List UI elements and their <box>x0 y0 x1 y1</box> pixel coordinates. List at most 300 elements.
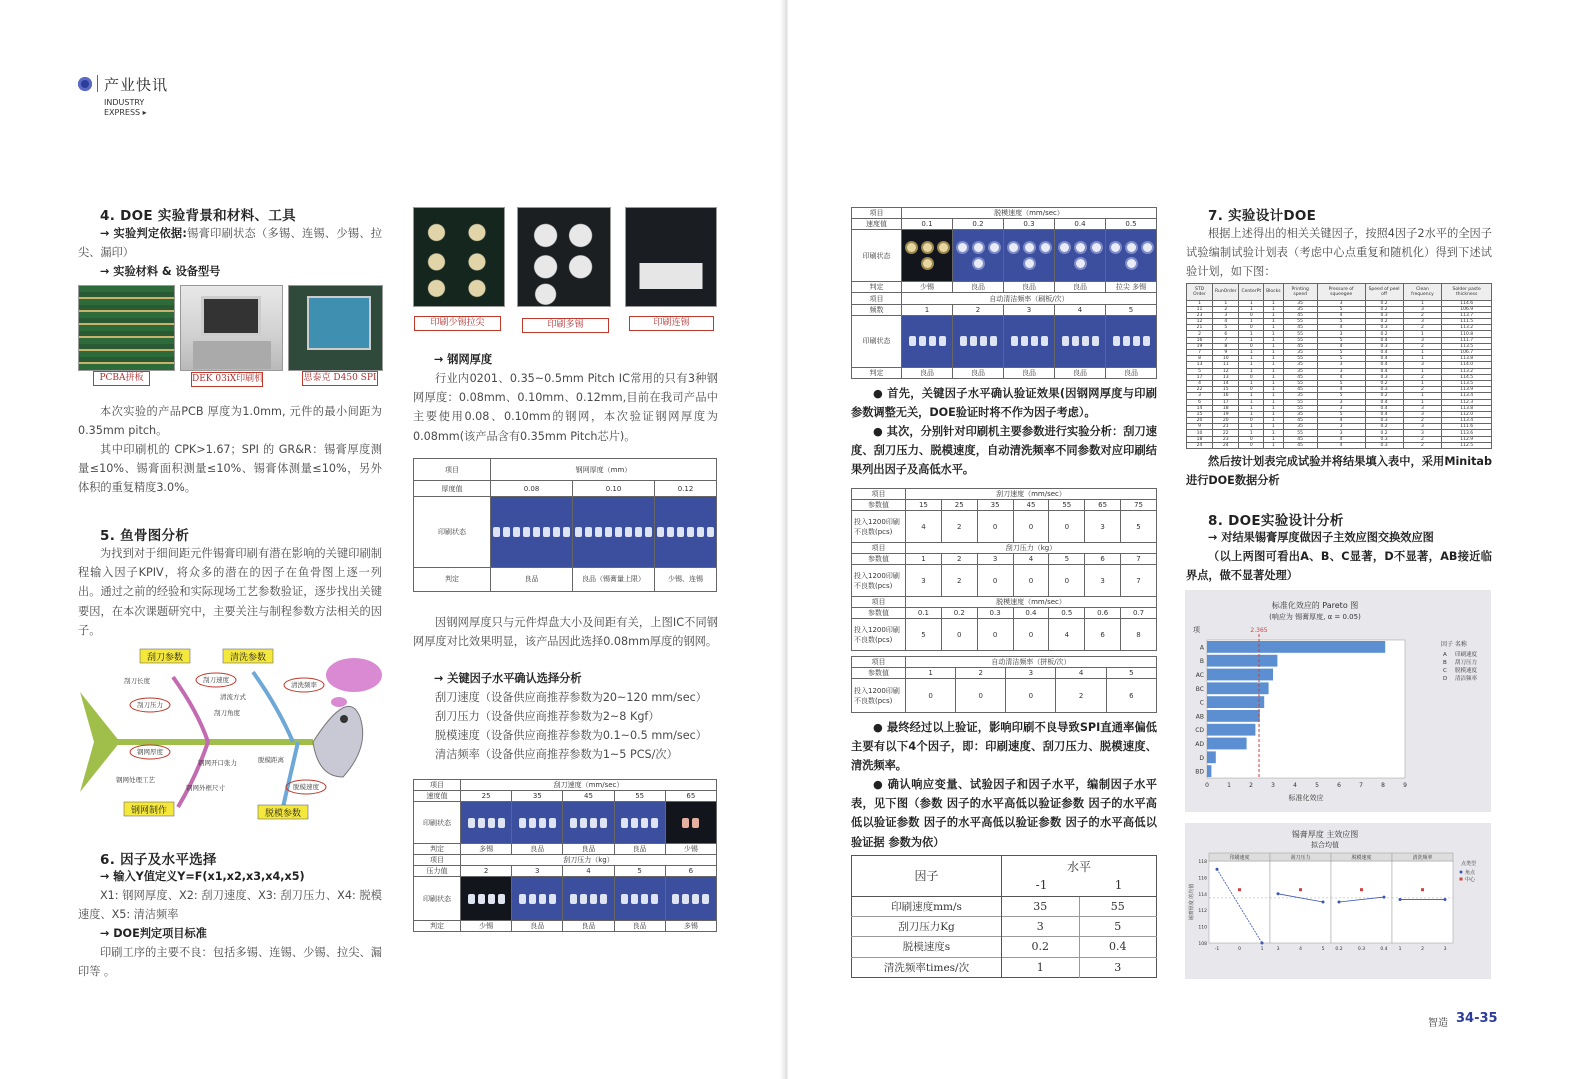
plan-cell: 1 <box>1264 300 1284 306</box>
pareto-bar <box>1207 724 1255 736</box>
plan-cell: 1 <box>1264 436 1284 442</box>
plan-cell: 35 <box>1283 368 1317 374</box>
pareto-category-label: AC <box>1195 672 1204 679</box>
plan-cell: 0.2 <box>1365 380 1403 386</box>
plan-cell: 45 <box>1283 442 1317 448</box>
count-param-label: 参数值 <box>852 500 906 511</box>
keyfactor-line: 刮刀压力（设备供应商推荐参数为2~8 Kgf） <box>435 710 660 723</box>
pareto-subtitle: (响应为 锡膏厚度, α = 0.05) <box>1269 613 1361 621</box>
effects-xtick: -1 <box>1214 947 1220 952</box>
printer-photo <box>180 285 283 371</box>
plan-cell: 2 <box>1403 436 1442 442</box>
plan-cell: 45 <box>1283 343 1317 349</box>
plan-cell: 1 <box>1264 350 1284 356</box>
plan-header: Clean frequency <box>1403 284 1442 301</box>
s6-sub2: → DOE判定项目标准 <box>100 927 207 940</box>
count-value: 5 <box>1121 511 1157 543</box>
svg-text:刮刀长度: 刮刀长度 <box>124 677 150 685</box>
plan-cell: 0.3 <box>1365 442 1403 448</box>
plan-cell: 18 <box>1213 405 1239 411</box>
pareto-xtick: 2 <box>1249 782 1253 789</box>
pareto-category-label: BD <box>1195 768 1204 776</box>
pareto-category-label: A <box>1199 644 1204 652</box>
factor-low: 0.2 <box>1002 937 1080 957</box>
plan-cell: 1 <box>1264 374 1284 380</box>
factor-high: 55 <box>1079 896 1157 916</box>
factor-col-factor: 因子 <box>852 856 1002 897</box>
plan-cell: 10 <box>1213 356 1239 362</box>
pareto-category-label: AD <box>1195 741 1204 748</box>
plan-cell: 113.5 <box>1442 380 1492 386</box>
plan-cell: 14 <box>1187 405 1213 411</box>
plan-cell: 0.2 <box>1365 306 1403 312</box>
pressure-image <box>512 877 563 921</box>
plan-cell: 5 <box>1317 380 1365 386</box>
plan-cell: 1 <box>1213 300 1239 306</box>
stencil-p1: 行业内0201、0.35~0.5mm Pitch IC常用的只有3种钢网厚度：0.08mm、0.10mm、0.12mm,目前在我司产品中主要使用0.08、0.10mm的钢网，本次验证钢网厚度为0.08mm(该产品含有0.35mm Pitch芯片)。 <box>413 372 718 443</box>
plan-cell: 21 <box>1187 325 1213 331</box>
defect-photo-less <box>413 207 505 307</box>
count-row-label: 投入1200印刷不良数(pcs) <box>852 619 906 651</box>
pareto-legend-name: 脱模速度 <box>1455 668 1478 674</box>
plan-cell: 1 <box>1239 405 1264 411</box>
count-value: 5 <box>906 619 942 651</box>
count-param: 0.7 <box>1121 608 1157 619</box>
count-param: 45 <box>1013 500 1049 511</box>
release-image <box>953 230 1004 282</box>
plan-cell: 2 <box>1187 331 1213 337</box>
plan-cell: 13 <box>1213 374 1239 380</box>
count-item-label: 项目 <box>852 543 906 554</box>
pressure-image <box>563 877 614 921</box>
plan-cell: 3 <box>1403 362 1442 368</box>
right-page <box>788 0 1580 1079</box>
effects-ytick: 114 <box>1198 892 1207 898</box>
release-clean-table: 项目 脱模速度（mm/sec） 速度值 0.1 0.2 0.3 0.4 0.5 印刷状态 判定 少锡 良品 良品 良品 拉尖 多锡 项目 自动清洁频率（刷板/次） 频数 1 2 3 4 5 印刷状态 判定 良品 良品 良品 良品 良品 <box>851 207 1157 379</box>
plan-cell: 0.4 <box>1365 411 1403 417</box>
effects-subtitle: 拟合均值 <box>1311 841 1339 849</box>
plan-cell: 1 <box>1264 337 1284 343</box>
plan-cell: 35 <box>1283 393 1317 399</box>
count-item-label: 项目 <box>852 597 906 608</box>
pressure-image <box>461 877 512 921</box>
count-param: 6 <box>1085 554 1121 565</box>
count-param: 2 <box>941 554 977 565</box>
pareto-legend-key: B <box>1443 660 1447 666</box>
count-table <box>851 488 1157 651</box>
plan-cell: 6 <box>1213 331 1239 337</box>
header-title: 产业快讯 <box>104 76 169 94</box>
release-image <box>1106 230 1157 282</box>
plan-cell: 113.2 <box>1442 325 1492 331</box>
factor-col-level: 水平 <box>1066 859 1091 874</box>
svg-text:刮刀速度: 刮刀速度 <box>203 676 229 684</box>
plan-cell: 0.3 <box>1365 418 1403 424</box>
svg-text:清洗频率: 清洗频率 <box>291 681 317 689</box>
plan-cell: 55 <box>1283 337 1317 343</box>
plan-cell: 0.4 <box>1365 399 1403 405</box>
plan-cell: 1 <box>1264 362 1284 368</box>
effects-panel-title: 脱模速度 <box>1351 855 1372 861</box>
factor-high: 0.4 <box>1079 937 1157 957</box>
count-value: 3 <box>1085 565 1121 597</box>
factor-name: 印刷速度mm/s <box>852 896 1002 916</box>
header-subtitle-1: INDUSTRY <box>104 98 145 107</box>
plan-cell: 1 <box>1239 350 1264 356</box>
count-value: 2 <box>941 511 977 543</box>
footer-pages: 34-35 <box>1456 1011 1498 1026</box>
s8-sub1: → 对结果锡膏厚度做因子主效应图交换效应图 <box>1208 531 1434 544</box>
stencil-row-thickness: 厚度值 <box>414 481 491 497</box>
count-param: 1 <box>906 554 942 565</box>
plan-cell: 0.2 <box>1365 300 1403 306</box>
plan-cell: 3 <box>1403 337 1442 343</box>
plan-cell: 0.3 <box>1365 387 1403 393</box>
plan-cell: 1 <box>1239 380 1264 386</box>
plan-cell: 113.2 <box>1442 368 1492 374</box>
plan-cell: 3 <box>1317 424 1365 430</box>
r-text2-p2: ● 确认响应变量、试验因子和因子水平，编制因子水平表，见下图（参数 因子的水平高低以验证参数 因子的水平高低以验证参数 因子的水平高低以验证参数 因子的水平高低以验证据 参数为依） <box>851 778 1157 849</box>
plan-cell: 5 <box>1317 337 1365 343</box>
effects-xtick: 4 <box>1299 947 1302 952</box>
plan-cell: 4 <box>1213 319 1239 325</box>
effects-point <box>1261 942 1264 945</box>
effects-ylabel: 锡膏厚度 的均值 <box>1189 883 1195 921</box>
s5-p1: 为找到对于细间距元件锡膏印刷有潜在影响的关键印刷制程输入因子KPIV，将众多的潜在的因子在鱼骨图上逐一列出。通过之前的经验和实际现场工艺参数验证，逐步找出关键要因，在本次课题研究中，主要关注与制程参数方法相关的因子。 <box>78 547 382 637</box>
plan-cell: 2 <box>1403 442 1442 448</box>
pareto-bar <box>1207 751 1216 763</box>
svg-text:刮刀角度: 刮刀角度 <box>214 709 240 717</box>
plan-cell: 1 <box>1239 337 1264 343</box>
plan-header: RunOrder <box>1213 284 1239 301</box>
effects-title: 锡膏厚度 主效应图 <box>1291 830 1359 839</box>
pareto-category-label: CD <box>1195 727 1204 735</box>
factor-name: 脱模速度s <box>852 937 1002 957</box>
plan-cell: 3 <box>1213 312 1239 318</box>
plan-cell: 4 <box>1317 387 1365 393</box>
pareto-bar <box>1207 696 1264 708</box>
plan-cell: 20 <box>1187 418 1213 424</box>
plan-cell: 113.4 <box>1442 418 1492 424</box>
plan-cell: 1 <box>1264 343 1284 349</box>
stencil-value: 0.08 <box>491 481 573 497</box>
plan-cell: 1 <box>1264 368 1284 374</box>
effects-xtick: 0.2 <box>1335 947 1343 952</box>
effects-xtick: 0 <box>1238 947 1241 952</box>
pressure-image <box>614 877 665 921</box>
plan-cell: 113.6 <box>1442 430 1492 436</box>
plan-cell: 0.3 <box>1365 343 1403 349</box>
effects-center-point <box>1421 888 1424 891</box>
count-param-label: 参数值 <box>852 554 906 565</box>
effects-panel <box>1392 861 1453 943</box>
pareto-category-label: C <box>1199 699 1204 707</box>
plan-cell: 1 <box>1264 442 1284 448</box>
count-value: 4 <box>1049 619 1085 651</box>
fishbone-head-release: 脱模参数 <box>264 809 302 819</box>
plan-cell: 0.2 <box>1365 424 1403 430</box>
factor-low: 1 <box>1002 957 1080 977</box>
clean-image <box>1055 315 1106 367</box>
plan-cell: 8 <box>1213 343 1239 349</box>
plan-cell: 2 <box>1403 374 1442 380</box>
plan-cell: 4 <box>1317 442 1365 448</box>
count-block-header: 脱模速度（mm/sec） <box>906 597 1157 608</box>
spi-caption: 思泰克 D450 SPI <box>302 371 378 386</box>
keyfactor-line: 刮刀速度（设备供应商推荐参数为20~120 mm/sec） <box>435 691 707 704</box>
pareto-xtick: 8 <box>1381 782 1385 789</box>
plan-cell: 4 <box>1317 436 1365 442</box>
plan-cell: 0 <box>1239 343 1264 349</box>
plan-cell: 3 <box>1403 411 1442 417</box>
plan-cell: 1 <box>1239 300 1264 306</box>
factor-low: 35 <box>1002 896 1080 916</box>
plan-cell: 1 <box>1264 319 1284 325</box>
effects-xtick: 5 <box>1321 947 1325 952</box>
count-value: 6 <box>1085 619 1121 651</box>
pareto-xtick: 0 <box>1205 782 1209 789</box>
svg-text:钢网外框尺寸: 钢网外框尺寸 <box>186 784 225 792</box>
plan-cell: 0.3 <box>1365 436 1403 442</box>
plan-cell: 1 <box>1403 399 1442 405</box>
plan-cell: 3 <box>1317 430 1365 436</box>
plan-cell: 0.4 <box>1365 337 1403 343</box>
effects-xtick: 0.4 <box>1380 947 1388 952</box>
count-row-label: 投入1200印刷不良数(pcs) <box>852 565 906 597</box>
pareto-xtick: 5 <box>1315 782 1319 789</box>
fishbone-diagram <box>78 647 384 822</box>
count-param: 55 <box>1049 500 1085 511</box>
defect-caption-more: 印刷多锡 <box>522 318 609 333</box>
plan-cell: 14 <box>1213 380 1239 386</box>
svg-text:脱模距离: 脱模距离 <box>258 756 284 764</box>
plan-cell: 17 <box>1213 399 1239 405</box>
plan-cell: 0.2 <box>1365 393 1403 399</box>
pareto-xtick: 7 <box>1359 782 1363 789</box>
plan-cell: 113.9 <box>1442 387 1492 393</box>
plan-cell: 1 <box>1264 424 1284 430</box>
effects-ytick: 110 <box>1198 925 1207 931</box>
pareto-category-label: B <box>1199 658 1204 666</box>
plan-cell: 1 <box>1264 331 1284 337</box>
effects-point <box>1277 892 1280 895</box>
count-value: 0 <box>977 565 1013 597</box>
count-param: 75 <box>1121 500 1157 511</box>
plan-cell: 3 <box>1317 368 1365 374</box>
pareto-ylabel: 项 <box>1193 626 1200 634</box>
plan-cell: 3 <box>1403 430 1442 436</box>
plan-cell: 1 <box>1187 300 1213 306</box>
count-param: 0.5 <box>1049 608 1085 619</box>
plan-cell: 22 <box>1213 430 1239 436</box>
spi-photo <box>288 285 383 371</box>
factor-table <box>851 855 1157 978</box>
plan-cell: 5 <box>1317 306 1365 312</box>
count-value: 0 <box>977 511 1013 543</box>
plan-cell: 1 <box>1264 418 1284 424</box>
plan-header: Pressure of squeegee <box>1317 284 1365 301</box>
defect-caption-bridge: 印刷连锡 <box>629 316 714 331</box>
pareto-reference-label: 2.365 <box>1250 627 1268 634</box>
count-param: 0.2 <box>941 608 977 619</box>
plan-cell: 3 <box>1317 405 1365 411</box>
plan-cell: 112.3 <box>1442 399 1492 405</box>
plan-cell: 12 <box>1213 368 1239 374</box>
plan-cell: 5 <box>1317 393 1365 399</box>
plan-cell: 1 <box>1264 393 1284 399</box>
effects-point <box>1383 896 1386 899</box>
plan-cell: 5 <box>1317 411 1365 417</box>
plan-cell: 1 <box>1239 399 1264 405</box>
keyfactor-line: 脱模速度（设备供应商推荐参数为0.1~0.5 mm/sec） <box>435 729 707 742</box>
effects-panel-title: 清洗频率 <box>1412 855 1433 861</box>
plan-cell: 55 <box>1283 430 1317 436</box>
plan-cell: 15 <box>1187 411 1213 417</box>
pareto-chart <box>1185 590 1491 812</box>
factor-name: 刮刀压力Kg <box>852 916 1002 936</box>
plan-cell: 114.5 <box>1442 374 1492 380</box>
effects-xtick: 1 <box>1260 947 1264 952</box>
defect-caption-less: 印刷少锡拉尖 <box>414 316 501 331</box>
plan-table <box>1186 283 1492 449</box>
pareto-bar <box>1207 765 1211 777</box>
plan-cell: 11 <box>1187 306 1213 312</box>
count-value: 3 <box>906 565 942 597</box>
plan-cell: 55 <box>1283 405 1317 411</box>
footer-text: 智造 <box>1428 1018 1448 1029</box>
effects-panel-title: 印刷速度 <box>1229 855 1250 861</box>
s4-basis-text: 锡膏印刷状态（多锡、连锡、少锡、拉尖、漏印） <box>78 227 382 260</box>
header-subtitle-2: EXPRESS ▸ <box>104 108 147 117</box>
plan-cell: 1 <box>1264 387 1284 393</box>
r-text1-p1: ● 首先，关键因子水平确认验证效果(因钢网厚度与印刷参数调整无关，DOE验证时将不作为因子考虑）。 <box>851 387 1157 420</box>
speed-image <box>614 802 665 844</box>
plan-cell: 7 <box>1187 350 1213 356</box>
speed-image <box>512 802 563 844</box>
pareto-bar <box>1207 669 1273 681</box>
effects-ytick: 112 <box>1198 909 1207 915</box>
plan-cell: 16 <box>1187 337 1213 343</box>
plan-cell: 1 <box>1239 430 1264 436</box>
plan-cell: 24 <box>1187 442 1213 448</box>
speed-image <box>563 802 614 844</box>
plan-cell: 1 <box>1403 356 1442 362</box>
plan-cell: 3 <box>1403 424 1442 430</box>
plan-cell: 21 <box>1213 424 1239 430</box>
count-value: 7 <box>1121 565 1157 597</box>
s6-sub1: → 输入Y值定义Y=F(x1,x2,x3,x4,x5) <box>100 870 305 883</box>
stencil-image <box>573 497 655 568</box>
pareto-bar <box>1207 655 1277 667</box>
pareto-legend-name: 刮刀压力 <box>1455 660 1478 666</box>
plan-cell: 45 <box>1283 418 1317 424</box>
pressure-header: 刮刀压力（kg） <box>461 855 717 866</box>
clean-image <box>1106 315 1157 367</box>
svg-text:钢网处理工艺: 钢网处理工艺 <box>116 776 155 784</box>
effects-center-point <box>1238 888 1241 891</box>
plan-cell: 45 <box>1283 436 1317 442</box>
plan-cell: 0.4 <box>1365 405 1403 411</box>
factor-level-low: -1 <box>1035 877 1048 892</box>
pressure-image <box>665 877 716 921</box>
pareto-bar <box>1207 710 1260 722</box>
effects-panel <box>1209 861 1270 943</box>
plan-cell: 0.2 <box>1365 430 1403 436</box>
plan-cell: 1 <box>1239 393 1264 399</box>
plan-header: CenterPt <box>1239 284 1264 301</box>
plan-cell: 0 <box>1239 374 1264 380</box>
plan-cell: 1 <box>1403 331 1442 337</box>
plan-cell: 55 <box>1283 331 1317 337</box>
plan-cell: 18 <box>1187 436 1213 442</box>
factor-high: 3 <box>1079 957 1157 977</box>
plan-cell: 1 <box>1264 399 1284 405</box>
count-value: 0 <box>941 619 977 651</box>
effects-point <box>1216 868 1219 871</box>
count-value: 0 <box>1049 511 1085 543</box>
clean-image <box>1004 315 1055 367</box>
count-param: 4 <box>1013 554 1049 565</box>
plan-cell: 35 <box>1283 411 1317 417</box>
plan-cell: 1 <box>1239 424 1264 430</box>
plan-cell: 55 <box>1283 399 1317 405</box>
pareto-legend-title: 因子 名称 <box>1441 641 1467 648</box>
s8-title: 8. DOE实验设计分析 <box>1208 513 1344 529</box>
plan-header: Speed of peel off <box>1365 284 1403 301</box>
effects-point <box>1338 901 1341 904</box>
plan-cell: 1 <box>1239 368 1264 374</box>
s5-title: 5. 鱼骨图分析 <box>100 528 190 544</box>
plan-cell: 3 <box>1317 331 1365 337</box>
count-row-label: 投入1200印刷不良数(pcs) <box>852 511 906 543</box>
stencil-value: 0.10 <box>573 481 655 497</box>
plan-cell: 5 <box>1187 368 1213 374</box>
defect-photo-more <box>517 207 611 307</box>
plan-cell: 2 <box>1403 343 1442 349</box>
effects-xtick: 3 <box>1443 947 1447 952</box>
pareto-legend-key: C <box>1443 668 1447 674</box>
plan-cell: 1 <box>1264 356 1284 362</box>
plan-cell: 2 <box>1403 418 1442 424</box>
plan-cell: 0 <box>1239 442 1264 448</box>
plan-cell: 15 <box>1213 387 1239 393</box>
s4-materials-label: → 实验材料 & 设备型号 <box>100 265 221 278</box>
plan-cell: 17 <box>1187 374 1213 380</box>
plan-cell: 1 <box>1264 306 1284 312</box>
count-table-clean: 项目 自动清洁频率（拼板/次） 参数值 1 2 3 4 5 投入1200印刷不良数(pcs) 0 0 0 2 6 <box>851 656 1157 713</box>
plan-cell: 106.7 <box>1442 350 1492 356</box>
count-value: 0 <box>1013 619 1049 651</box>
plan-cell: 20 <box>1213 418 1239 424</box>
count-value: 4 <box>906 511 942 543</box>
factor-low: 3 <box>1002 916 1080 936</box>
plan-cell: 2 <box>1403 312 1442 318</box>
effects-center-point <box>1299 888 1302 891</box>
plan-cell: 45 <box>1283 387 1317 393</box>
pareto-xtick: 9 <box>1403 782 1407 789</box>
s7-p2: 然后按计划表完成试验并将结果填入表中，采用Minitab进行DOE数据分析 <box>1186 455 1492 488</box>
plan-cell: 4 <box>1317 325 1365 331</box>
plan-cell: 1 <box>1264 411 1284 417</box>
count-value: 0 <box>977 619 1013 651</box>
count-param: 5 <box>1049 554 1085 565</box>
plan-cell: 13 <box>1187 362 1213 368</box>
count-param: 0.1 <box>906 608 942 619</box>
pareto-legend-key: D <box>1443 676 1448 682</box>
plan-cell: 23 <box>1187 312 1213 318</box>
effects-point <box>1322 901 1325 904</box>
s7-p1: 根据上述得出的相关关键因子，按照4因子2水平的全因子试验编制试验计划表（考虑中心点重复和随机化）得到下述试验计划，如下图： <box>1186 227 1492 279</box>
